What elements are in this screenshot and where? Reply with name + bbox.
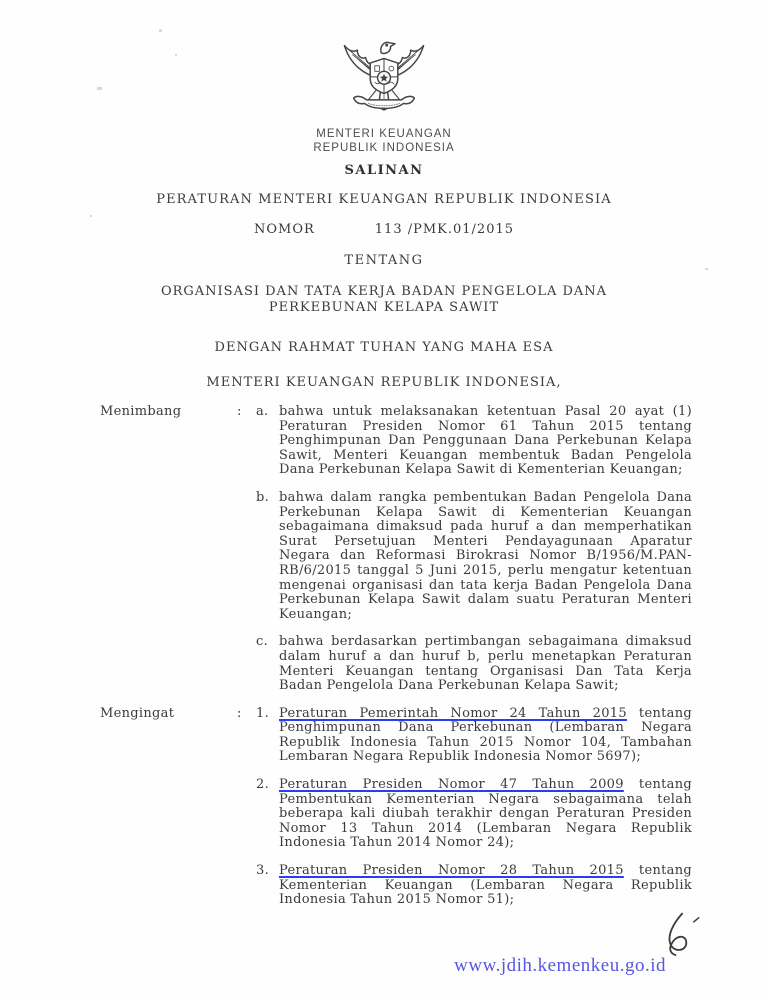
nomor-value: 113 /PMK.01/2015 (374, 222, 515, 237)
menimbang-item-b (100, 491, 692, 622)
scan-speck (175, 54, 177, 56)
menimbang-label: Menimbang (100, 404, 182, 419)
item-marker: 3. (256, 863, 270, 879)
item-text-rest: tentang Pembentukan Kementerian Negara sebagaimana telah beberapa kali diubah terakhir dengan Peraturan Presiden Nomor 13 Tahun 2014 (Lembaran Negara Republik Indonesia Tahun 2014 Nomor 24); (279, 777, 692, 851)
regulation-reference-link[interactable]: Peraturan Presiden Nomor 28 Tahun 2015 (279, 863, 624, 879)
item-text (279, 707, 692, 765)
regulation-reference-link[interactable]: Peraturan Pemerintah Nomor 24 Tahun 2015 (279, 705, 627, 721)
regulation-reference-link[interactable]: Peraturan Presiden Nomor 47 Tahun 2009 (279, 777, 624, 793)
garuda-pancasila-icon (338, 30, 430, 124)
item-text: bahwa dalam rangka pembentukan Badan Pengelola Dana Perkebunan Kelapa Sawit di Kementerian Keuangan sebagaimana dimaksud pada huruf a dan memperhatikan Surat Persetujuan Menteri Pendayagunaan Aparatur Negara dan Reformasi Birokrasi Nomor B/1956/M.PAN-RB/6/2015 tanggal 5 Juni 2015, perlu mengatur ketentuan mengenai organisasi dan tata kerja Badan Pengelola Dana Perkebunan Kelapa Sawit dalam suatu Peraturan Menteri Keuangan; (279, 489, 692, 622)
regulation-subject: ORGANISASI DAN TATA KERJA BADAN PENGELOLA DANA PERKEBUNAN KELAPA SAWIT (160, 284, 608, 315)
mengingat-label: Mengingat (100, 705, 175, 721)
mengingat-item-1 (100, 707, 692, 765)
item-text: bahwa untuk melaksanakan ketentuan Pasal 20 ayat (1) Peraturan Presiden Nomor 61 Tahun 2015 tentang Penghimpunan Dan Penggunaan Dana Perkebunan Kelapa Sawit, Menteri Keuangan membentuk Badan Pengelola Dana Perkebunan Kelapa Sawit di Kementerian Keuangan; (279, 404, 692, 478)
item-text-rest: tentang Penghimpunan Dana Perkebunan (Lembaran Negara Republik Indonesia Tahun 2015 Nomor 104, Tambahan Lembaran Negara Republik Indonesia Nomor 5697); (279, 705, 692, 765)
item-text (279, 864, 692, 908)
scan-speck (159, 29, 162, 32)
regulation-number-line (0, 222, 768, 237)
colon: : (237, 705, 242, 721)
item-marker: b. (256, 489, 270, 505)
item-text: bahwa berdasarkan pertimbangan sebagaimana dimaksud dalam huruf a dan huruf b, perlu menetapkan Peraturan Menteri Keuangan tentang Organisasi Dan Tata Kerja Badan Pengelola Dana Perkebunan Kelapa Sawit; (279, 634, 692, 694)
mengingat-item-2 (100, 778, 692, 851)
nomor-label: NOMOR (253, 222, 315, 237)
jdih-website-link[interactable]: www.jdih.kemenkeu.go.id (454, 955, 666, 976)
ministry-line1: MENTERI KEUANGAN (316, 128, 452, 140)
menimbang-item-c (100, 635, 692, 693)
item-marker: 1. (256, 705, 270, 721)
item-marker: a. (256, 404, 269, 419)
scan-speck (97, 87, 102, 90)
scan-speck (90, 215, 92, 217)
scan-speck (705, 268, 708, 270)
menimbang-item-a (100, 405, 692, 478)
preamble-clauses (100, 405, 692, 908)
regulation-title: PERATURAN MENTERI KEUANGAN REPUBLIK INDONESIA (156, 192, 612, 207)
ministry-name (0, 128, 768, 155)
copy-label: SALINAN (344, 163, 424, 178)
tentang-label: TENTANG (344, 253, 424, 268)
item-text-rest: tentang Kementerian Keuangan (Lembaran Negara Republik Indonesia Tahun 2015 Nomor 51); (279, 863, 692, 908)
colon: : (237, 404, 242, 419)
item-marker: 2. (256, 777, 270, 793)
authority-line: MENTERI KEUANGAN REPUBLIK INDONESIA, (206, 375, 562, 390)
ministry-line2: REPUBLIK INDONESIA (313, 141, 455, 154)
item-text (279, 778, 692, 851)
item-marker: c. (256, 634, 269, 650)
mengingat-item-3 (100, 864, 692, 908)
invocation-line: DENGAN RAHMAT TUHAN YANG MAHA ESA (214, 340, 554, 355)
